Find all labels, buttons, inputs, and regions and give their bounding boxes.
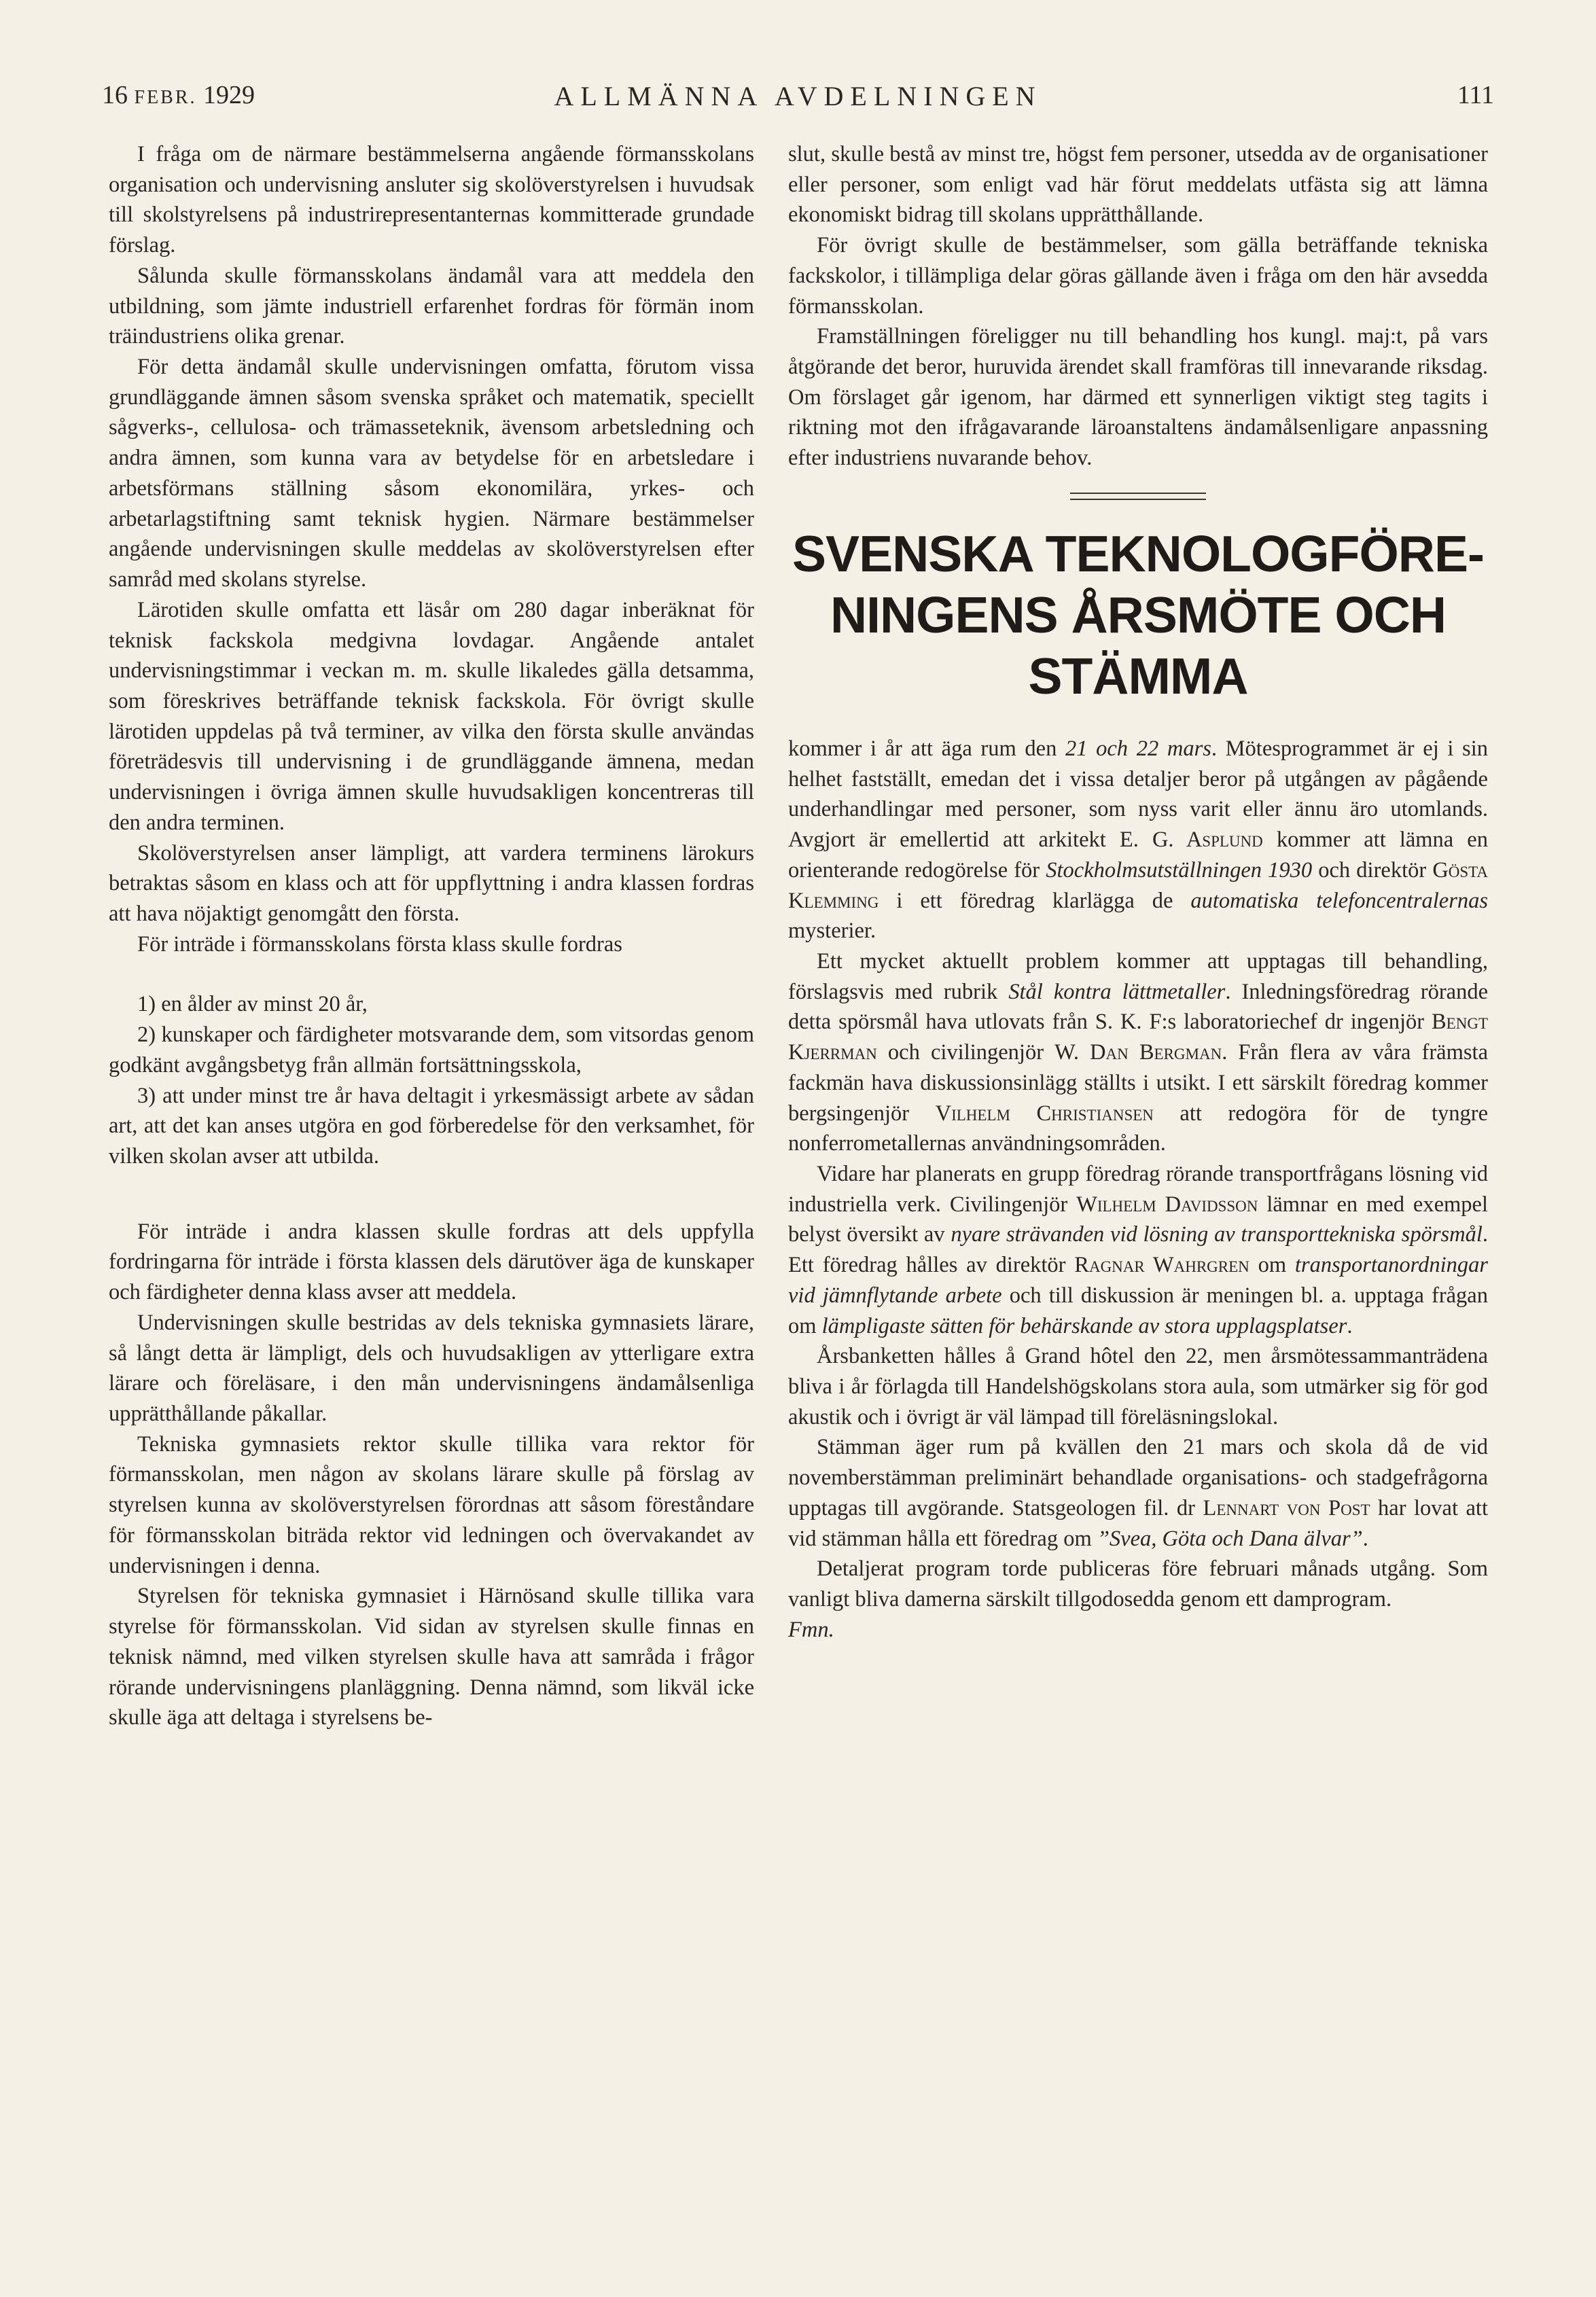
spacer [109, 959, 754, 989]
page-number: 111 [1457, 81, 1494, 109]
paragraph: För inträde i förmansskolans första klass skulle fordras [137, 931, 622, 957]
paragraph: Tekniska gymnasiets rektor skulle tillika vara rektor för förmansskolan, men någon av skolans lärare skulle på förslag av styrelsen kunna av skolöverstyrelsen förordnas att såsom föreståndare för förmansskolan biträda rektor vid ledningen och övervakandet av undervisningen i denna. [109, 1431, 754, 1578]
issue-year: 1929 [203, 81, 255, 109]
paragraph: I fråga om de närmare bestämmelserna angående förmansskolans organisation och undervisning ansluter sig skolöverstyrelsen i huvudsak till skolstyrelsens på industrirepresentanternas kommitterade grundade förslag. [109, 142, 754, 258]
article-paragraph: Detaljerat program torde publiceras före februari månads utgång. Som vanligt bliva damerna särskilt tillgodosedda genom ett damprogram. [788, 1556, 1488, 1612]
article-paragraph: Årsbanketten hålles å Grand hôtel den 22, men årsmötessammanträdena bliva i år förlagda till Handelshögskolans stora aula, som utmärker sig för god akustik och i övrigt är väl lämpad till föreläsningslokal. [788, 1344, 1488, 1429]
author-signature: Fmn. [788, 1617, 834, 1642]
lecture-title: Stål kontra lättmetaller [1008, 979, 1226, 1004]
paragraph: För detta ändamål skulle undervisningen omfatta, förutom vissa grundläggande ämnen såsom svenska språket och matematik, speciellt sågverks-, cellulosa- och trämasseteknik, ävensom arbetsledning och andra ämnen, som kunna vara av betydelse för en arbetsledare i arbetsförmans ställning såsom ekonomilära, yrkes- och arbetarlagstiftning samt teknisk hygien. Närmare bestämmelser angående undervisningen skulle meddelas av skolöverstyrelsen efter samråd med skolans styrelse. [109, 355, 754, 592]
person-name: Ragnar Wahrgren [1074, 1253, 1249, 1278]
paragraph: Framställningen föreligger nu till behandling hos kungl. maj:t, på vars åtgörande det beror, huruvida ärendet skall framföras till innevarande riksdag. Om förslaget går igenom, har därmed ett synnerligen viktigt steg tagits i riktning mot den ifrågavarande läroanstaltens ändamålsenligare anpassning efter industriens nuvarande behov. [788, 324, 1488, 471]
person-name: E. G. Asplund [1119, 827, 1263, 853]
article-heading [788, 523, 1488, 707]
heading-line: NINGENS ÅRSMÖTE OCH [830, 586, 1447, 643]
list-item: 2) kunskaper och färdigheter motsvarande dem, som vitsordas genom godkänt avgångsbetyg från allmän fortsättningsskola, [109, 1022, 754, 1078]
person-name: Bengt Kjerrman [788, 1010, 1488, 1065]
spacer [109, 1172, 754, 1217]
issue-month: FEBR. [134, 87, 197, 108]
list-item: 3) att under minst tre år hava deltagit i yrkesmässigt arbete av sådan art, att det kan anses utgöra en god förberedelse för den verksamhet, för vilken skolan avser att utbilda. [109, 1083, 754, 1169]
meeting-dates: 21 och 22 mars [1065, 736, 1211, 761]
lecture-title: transportanordningar vid jämnflytande arbete [788, 1253, 1489, 1308]
person-name: Wilhelm Davidsson [1076, 1192, 1258, 1217]
list-item: 1) en ålder av minst 20 år, [137, 992, 368, 1017]
heading-line: STÄMMA [1028, 647, 1248, 705]
heading-line: SVENSKA TEKNOLOGFÖRE- [792, 524, 1484, 582]
article-paragraph: kommer i år att äga rum den 21 och 22 mars. Mötesprogrammet är ej i sin helhet fastställt, emedan det i vissa detaljer beror på utgången av pågående underhandlingar med personer, som nyss varit eller ännu äro utomlands. Avgjort är emellertid att arkitekt E. G. Asplund kommer att lämna en orienterande redogörelse för Stockholmsutställningen 1930 och direktör Gösta Klemming i ett föredrag klarlägga de automatiska telefoncentralernas mysterier. [788, 736, 1489, 944]
article-paragraph: Stämman äger rum på kvällen den 21 mars och skola då de vid novemberstämman preliminärt behandlade organisations- och stadgefrågorna upptagas till avgörande. Statsgeologen fil. dr Lennart von Post har lovat att vid stämman hålla ett föredrag om ”Svea, Göta och Dana älvar”. [788, 1435, 1488, 1551]
paragraph: För övrigt skulle de bestämmelser, som gälla beträffande tekniska fackskolor, i tillämpliga delar göras gällande även i fråga om den här avsedda förmansskolan. [788, 233, 1488, 319]
lecture-title: ”Svea, Göta och Dana älvar” [1097, 1526, 1363, 1551]
person-name: Gösta Klemming [788, 857, 1489, 913]
left-column [109, 139, 754, 1733]
issue-day: 16 [102, 81, 128, 109]
article-paragraph: Vidare har planerats en grupp föredrag rörande transportfrågans lösning vid industriella verk. Civilingenjör Wilhelm Davidsson lämnar en med exempel belyst översikt av nyare strävanden vid lösning av transporttekniska spörsmål. Ett föredrag hålles av direktör Ragnar Wahrgren om transportanordningar vid jämnflytande arbete och till diskussion är meningen bl. a. upptaga frågan om lämpligaste sätten för behärskande av stora upplagsplatser. [788, 1161, 1489, 1338]
paragraph: Styrelsen för tekniska gymnasiet i Härnösand skulle tillika vara styrelse för förmansskolan. Vid sidan av styrelsen skulle finnas en teknisk nämnd, med vilken styrelsen skulle hava att samråda i frågor rörande undervisningens planläggning. Denna nämnd, som likväl icke skulle äga att deltaga i styrelsens be- [109, 1584, 754, 1730]
person-name: W. Dan Bergman [1054, 1040, 1222, 1065]
paragraph: För inträde i andra klassen skulle fordras att dels uppfylla fordringarna för inträde i första klassen dels därutöver äga de kunskaper och färdigheter denna klass avser att meddela. [109, 1219, 754, 1305]
page-header [102, 80, 1494, 121]
person-name: Vilhelm Christiansen [935, 1101, 1154, 1126]
person-name: Lennart von Post [1203, 1495, 1370, 1520]
lecture-title: automatiska telefoncentralernas [1190, 888, 1488, 913]
lecture-title: lämpligaste sätten för behärskande av stora upplagsplatser [821, 1313, 1347, 1338]
lecture-title: nyare strävanden vid lösning av transporttekniska spörsmål [951, 1222, 1483, 1247]
paragraph: Skolöverstyrelsen anser lämpligt, att vardera terminens lärokurs betraktas såsom en klass och att för uppflyttning i andra klassen fordras att hava nöjaktigt genomgått den första. [109, 840, 754, 926]
section-title: ALLMÄNNA AVDELNINGEN [554, 81, 1042, 111]
paragraph: Sålunda skulle förmansskolans ändamål vara att meddela den utbildning, som jämte industriell erfarenhet fordras för förmän inom träindustriens olika grenar. [109, 263, 754, 349]
article-paragraph: Ett mycket aktuellt problem kommer att upptagas till behandling, förslagsvis med rubrik Stål kontra lättmetaller. Inledningsföredrag rörande detta spörsmål hava utlovats från S. K. F:s laboratoriechef dr ingenjör Bengt Kjerrman och civilingenjör W. Dan Bergman. Från flera av våra främsta fackmän hava diskussionsinlägg ställts i utsikt. I ett särskilt föredrag kommer bergsingenjör Vilhelm Christiansen att redogöra för de tyngre nonferrometallernas användningsområden. [788, 948, 1489, 1156]
paragraph: Lärotiden skulle omfatta ett läsår om 280 dagar inberäknat för teknisk fackskola medgivna lovdagar. Angående antalet undervisningstimmar i veckan m. m. skulle likaledes gälla detsamma, som föreskrives beträffande teknisk fackskola. För övrigt skulle lärotiden uppdelas på två terminer, av vilka den första skulle användas företrädesvis till undervisning i de grundläggande ämnena, medan undervisningen i övriga ämnen skulle huvudsakligen koncentreras till den andra terminen. [109, 597, 754, 835]
entry-requirements-list [109, 989, 754, 1171]
section-divider [1070, 493, 1206, 500]
paragraph: slut, skulle bestå av minst tre, högst fem personer, utsedda av de organisationer eller personer, som enligt vad här förut meddelats utfästa sig att lämna ekonomiskt bidrag till skolans upprätthållande. [788, 142, 1488, 228]
right-column [788, 139, 1488, 1645]
lecture-title: Stockholmsutställningen 1930 [1046, 857, 1313, 883]
paragraph: Undervisningen skulle bestridas av dels tekniska gymnasiets lärare, så långt detta är lämpligt, dels och huvudsakligen av ytterligare extra lärare och föreläsare, i den mån undervisningens ändamålsenliga upprätthållande påkallar. [109, 1310, 754, 1427]
